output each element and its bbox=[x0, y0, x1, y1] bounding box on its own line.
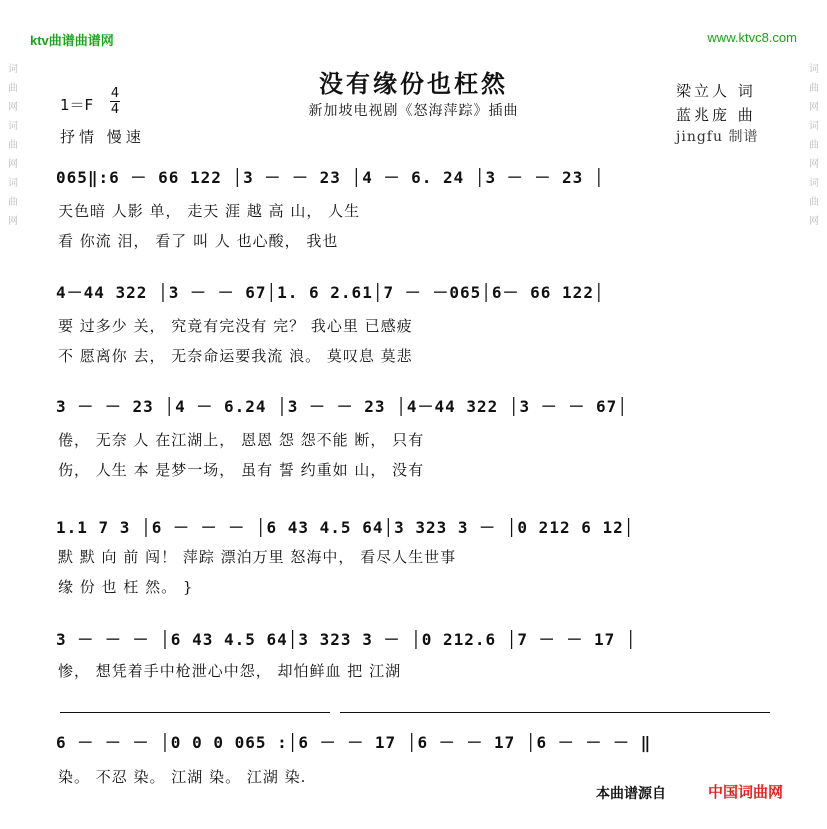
meter-bottom: 4 bbox=[110, 102, 120, 117]
lyric-line-3b: 伤， 人生 本 是梦一场， 虽有 誓 约重如 山， 没有 bbox=[58, 461, 425, 479]
composer-credit: 蓝兆庞 曲 bbox=[676, 106, 756, 124]
tempo-marking: 抒情 慢速 bbox=[60, 128, 145, 146]
volta-2-bracket bbox=[340, 712, 770, 713]
lyric-line-4b: 缘 份 也 枉 然。 } bbox=[58, 578, 194, 596]
score-line-2: 4－44 322 │3 － － 67│1. 6 2.61│7 － －065│6－ 66 122│ bbox=[56, 283, 605, 302]
lyric-line-5a: 惨， 想凭着手中枪泄心中怨， 却怕鲜血 把 江湖 bbox=[58, 662, 402, 680]
footer-source-label: 本曲谱源自 bbox=[596, 786, 666, 802]
score-line-4: 1.1 7 3 │6 － － － │6 43 4.5 64│3 323 3 － │0 212 6 12│ bbox=[56, 518, 635, 537]
score-line-6: 6 － － － │0 0 0 065 :│6 － － 17 │6 － － 17 │6 － － － ‖ bbox=[56, 733, 652, 752]
lyric-line-2a: 要 过多少 关， 究竟有完没有 完？ 我心里 已感疲 bbox=[58, 317, 413, 335]
song-subtitle: 新加坡电视剧《怒海萍踪》插曲 bbox=[308, 103, 519, 119]
lyric-line-1a: 天色暗 人影 单， 走天 涯 越 高 山， 人生 bbox=[58, 202, 361, 220]
lyric-line-6a: 染。 不忍 染。 江湖 染。 江湖 染. bbox=[58, 768, 307, 786]
song-title: 没有缘份也枉然 bbox=[319, 69, 508, 98]
lyric-line-1b: 看 你流 泪， 看了 叫 人 也心酸， 我也 bbox=[58, 232, 339, 250]
source-site-right[interactable]: www.ktvc8.com bbox=[707, 30, 797, 45]
lyric-line-2b: 不 愿离你 去， 无奈命运要我流 浪。 莫叹息 莫悲 bbox=[58, 347, 413, 365]
arranger-credit: jingfu 制谱 bbox=[676, 129, 759, 145]
lyric-line-4a: 默 默 向 前 闯！ 萍踪 漂泊万里 怒海中， 看尽人生世事 bbox=[58, 548, 457, 566]
watermark-right: 词曲网词曲网词曲网 bbox=[809, 64, 819, 227]
lyricist-credit: 梁立人 词 bbox=[676, 82, 756, 100]
score-line-1: 065‖:6 － 66 122 │3 － － 23 │4 － 6. 24 │3 － － 23 │ bbox=[56, 168, 605, 187]
volta-1-bracket bbox=[60, 712, 330, 713]
lyric-line-3a: 倦， 无奈 人 在江湖上， 恩恩 怨 怨不能 断， 只有 bbox=[58, 431, 425, 449]
score-line-5: 3 － － － │6 43 4.5 64│3 323 3 － │0 212.6 │7 － － 17 │ bbox=[56, 630, 637, 649]
meter-top: 4 bbox=[110, 86, 120, 101]
watermark-left: 词曲网词曲网词曲网 bbox=[8, 64, 18, 227]
key-signature: 1＝F bbox=[60, 96, 94, 114]
source-site-left[interactable]: ktv曲谱曲谱网 bbox=[30, 33, 114, 48]
time-signature bbox=[110, 86, 120, 117]
footer-source-site[interactable]: 中国词曲网 bbox=[708, 783, 784, 801]
score-line-3: 3 － － 23 │4 － 6.24 │3 － － 23 │4－44 322 │3 － － 67│ bbox=[56, 397, 628, 416]
